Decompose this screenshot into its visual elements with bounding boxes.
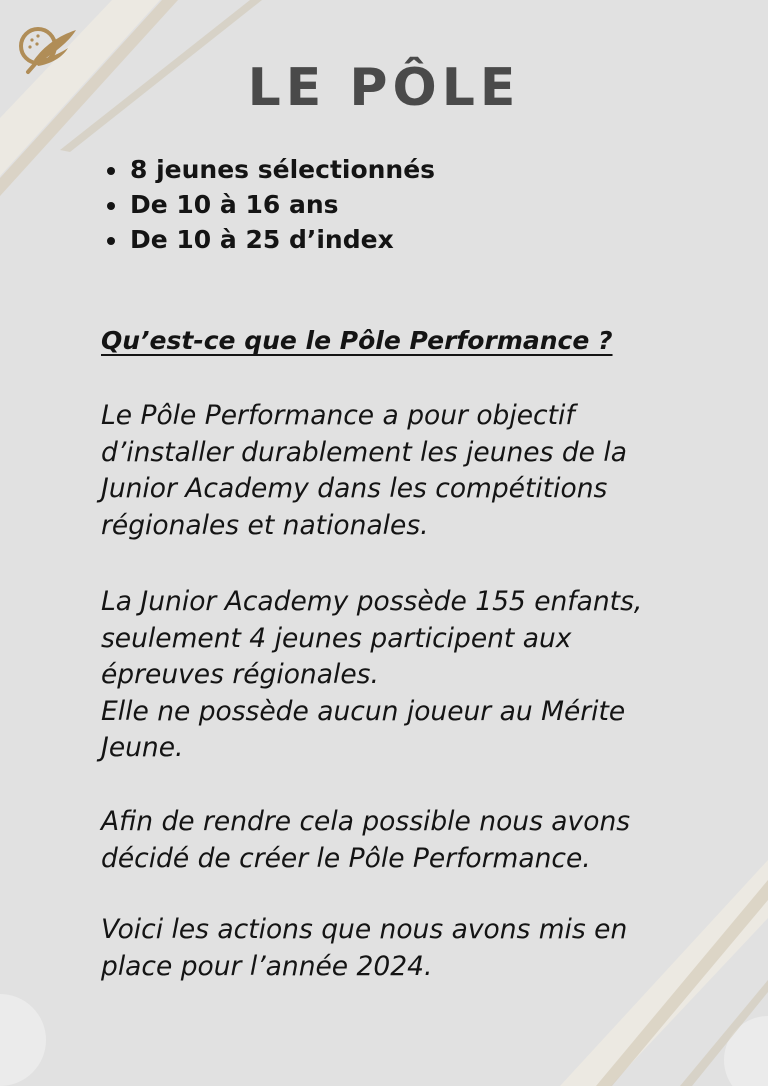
text-line: Afin de rendre cela possible nous avons bbox=[101, 806, 631, 837]
section-heading: Qu’est-ce que le Pôle Performance ? bbox=[101, 326, 613, 355]
bullet-item: 8 jeunes sélectionnés bbox=[104, 152, 435, 187]
text-line: Junior Academy dans les compétitions bbox=[101, 473, 608, 504]
paragraph-decision bbox=[101, 804, 630, 877]
text-line: place pour l’année 2024. bbox=[101, 950, 433, 982]
bullet-list bbox=[104, 152, 435, 257]
text-line: Jeune. bbox=[101, 732, 184, 763]
bullet-item: De 10 à 25 d’index bbox=[104, 222, 435, 257]
text-line: régionales et nationales. bbox=[101, 509, 429, 541]
text-line: Le Pôle Performance a pour objectif bbox=[101, 400, 575, 431]
paragraph-academy bbox=[101, 584, 642, 767]
page-title: LE PÔLE bbox=[247, 58, 521, 118]
paragraph-actions bbox=[101, 912, 627, 985]
text-line: d’installer durablement les jeunes de la bbox=[101, 436, 627, 468]
bullet-item: De 10 à 16 ans bbox=[104, 187, 435, 222]
text-line: Elle ne possède aucun joueur au Mérite bbox=[101, 695, 626, 727]
paragraph-objective bbox=[101, 398, 627, 544]
text-line: Voici les actions que nous avons mis en bbox=[101, 914, 628, 945]
text-line: La Junior Academy possède 155 enfants, bbox=[101, 586, 643, 617]
text-line: épreuves régionales. bbox=[101, 659, 379, 690]
text-line: seulement 4 jeunes participent aux bbox=[101, 622, 572, 654]
text-line: décidé de créer le Pôle Performance. bbox=[101, 842, 591, 874]
